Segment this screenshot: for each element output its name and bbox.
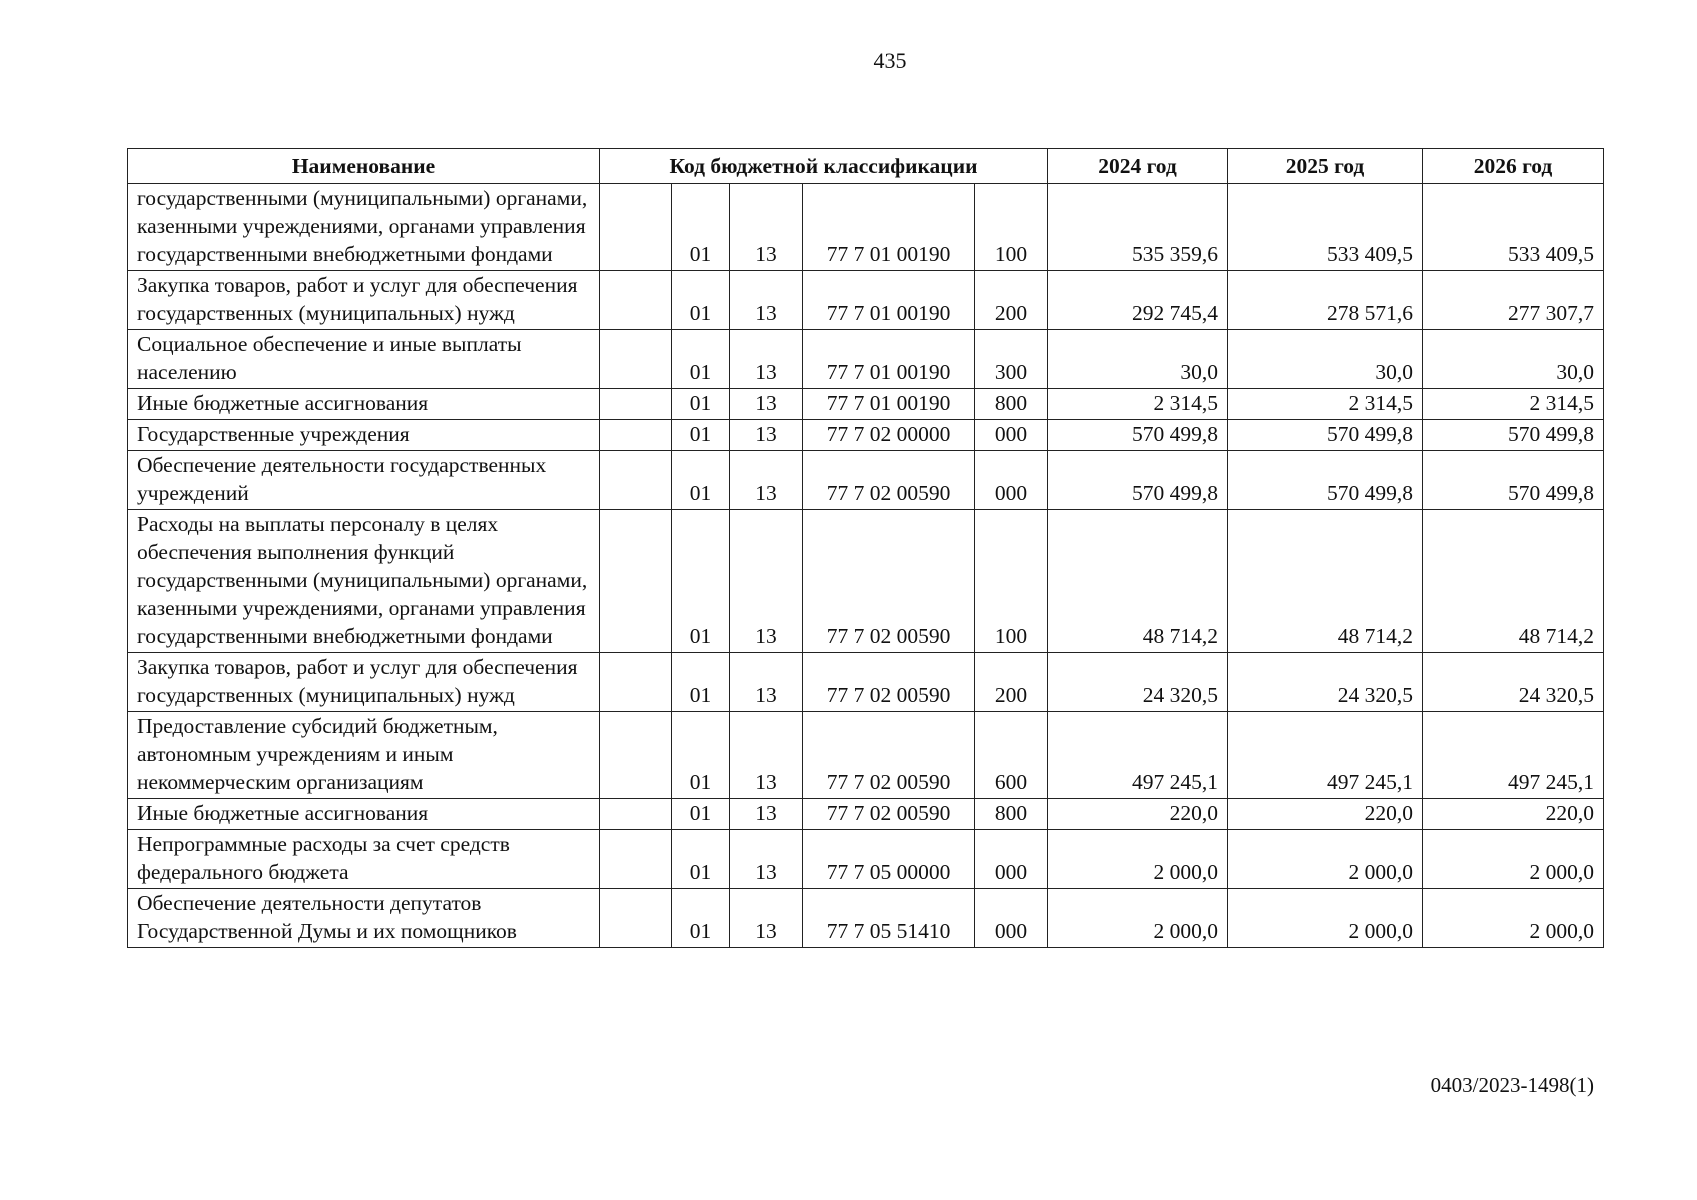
row-section-code: 01 — [672, 330, 730, 389]
row-target-article-code: 77 7 02 00590 — [803, 653, 975, 712]
row-name: Закупка товаров, работ и услуг для обеспечения государственных (муниципальных) нужд — [128, 653, 600, 712]
row-value-2026: 570 499,8 — [1423, 451, 1604, 510]
row-expense-type-code: 000 — [975, 420, 1048, 451]
table-row — [128, 271, 1604, 330]
row-expense-type-code: 000 — [975, 451, 1048, 510]
row-value-2025: 30,0 — [1228, 330, 1423, 389]
row-value-2026: 570 499,8 — [1423, 420, 1604, 451]
row-value-2024: 2 000,0 — [1048, 830, 1228, 889]
row-value-2025: 220,0 — [1228, 799, 1423, 830]
row-value-2026: 2 000,0 — [1423, 830, 1604, 889]
row-subsection-code: 13 — [730, 184, 803, 271]
row-value-2024: 220,0 — [1048, 799, 1228, 830]
row-target-article-code: 77 7 01 00190 — [803, 271, 975, 330]
row-value-2024: 30,0 — [1048, 330, 1228, 389]
row-value-2024: 292 745,4 — [1048, 271, 1228, 330]
row-name: Непрограммные расходы за счет средств федерального бюджета — [128, 830, 600, 889]
row-subsection-code: 13 — [730, 712, 803, 799]
row-spacer — [600, 389, 672, 420]
document-code: 0403/2023-1498(1) — [1430, 1073, 1594, 1097]
table-header-row — [128, 149, 1604, 184]
row-target-article-code: 77 7 01 00190 — [803, 184, 975, 271]
row-target-article-code: 77 7 02 00590 — [803, 510, 975, 653]
row-section-code: 01 — [672, 830, 730, 889]
row-name: Государственные учреждения — [128, 420, 600, 451]
row-subsection-code: 13 — [730, 271, 803, 330]
row-section-code: 01 — [672, 451, 730, 510]
row-section-code: 01 — [672, 389, 730, 420]
row-value-2024: 570 499,8 — [1048, 420, 1228, 451]
table-row — [128, 451, 1604, 510]
row-spacer — [600, 184, 672, 271]
row-expense-type-code: 100 — [975, 510, 1048, 653]
row-name: Обеспечение деятельности депутатов Государственной Думы и их помощников — [128, 889, 600, 948]
row-target-article-code: 77 7 05 51410 — [803, 889, 975, 948]
row-value-2024: 2 314,5 — [1048, 389, 1228, 420]
row-expense-type-code: 600 — [975, 712, 1048, 799]
row-target-article-code: 77 7 02 00590 — [803, 712, 975, 799]
row-name: государственными (муниципальными) органами, казенными учреждениями, органами управления государственными внебюджетными фондами — [128, 184, 600, 271]
row-value-2025: 278 571,6 — [1228, 271, 1423, 330]
table-row — [128, 830, 1604, 889]
row-target-article-code: 77 7 05 00000 — [803, 830, 975, 889]
row-spacer — [600, 271, 672, 330]
row-subsection-code: 13 — [730, 330, 803, 389]
row-value-2025: 570 499,8 — [1228, 451, 1423, 510]
table-row — [128, 389, 1604, 420]
row-value-2025: 2 000,0 — [1228, 889, 1423, 948]
row-subsection-code: 13 — [730, 510, 803, 653]
row-expense-type-code: 800 — [975, 389, 1048, 420]
header-code: Код бюджетной классификации — [600, 149, 1048, 184]
row-spacer — [600, 799, 672, 830]
row-section-code: 01 — [672, 510, 730, 653]
row-name: Обеспечение деятельности государственных учреждений — [128, 451, 600, 510]
row-section-code: 01 — [672, 271, 730, 330]
row-value-2025: 497 245,1 — [1228, 712, 1423, 799]
row-subsection-code: 13 — [730, 653, 803, 712]
row-target-article-code: 77 7 01 00190 — [803, 330, 975, 389]
row-value-2024: 2 000,0 — [1048, 889, 1228, 948]
row-value-2024: 535 359,6 — [1048, 184, 1228, 271]
row-value-2025: 570 499,8 — [1228, 420, 1423, 451]
row-value-2026: 24 320,5 — [1423, 653, 1604, 712]
row-value-2026: 2 314,5 — [1423, 389, 1604, 420]
row-spacer — [600, 712, 672, 799]
row-expense-type-code: 000 — [975, 830, 1048, 889]
row-spacer — [600, 420, 672, 451]
row-subsection-code: 13 — [730, 420, 803, 451]
row-value-2026: 220,0 — [1423, 799, 1604, 830]
row-subsection-code: 13 — [730, 799, 803, 830]
row-expense-type-code: 100 — [975, 184, 1048, 271]
row-section-code: 01 — [672, 799, 730, 830]
header-2024: 2024 год — [1048, 149, 1228, 184]
page-number: 435 — [873, 48, 907, 73]
row-value-2025: 48 714,2 — [1228, 510, 1423, 653]
row-subsection-code: 13 — [730, 889, 803, 948]
header-name: Наименование — [128, 149, 600, 184]
row-value-2025: 533 409,5 — [1228, 184, 1423, 271]
row-spacer — [600, 653, 672, 712]
row-subsection-code: 13 — [730, 830, 803, 889]
row-expense-type-code: 300 — [975, 330, 1048, 389]
row-spacer — [600, 451, 672, 510]
row-section-code: 01 — [672, 420, 730, 451]
row-value-2025: 24 320,5 — [1228, 653, 1423, 712]
row-value-2026: 30,0 — [1423, 330, 1604, 389]
row-target-article-code: 77 7 02 00590 — [803, 799, 975, 830]
row-value-2024: 48 714,2 — [1048, 510, 1228, 653]
header-2026: 2026 год — [1423, 149, 1604, 184]
row-value-2024: 24 320,5 — [1048, 653, 1228, 712]
row-name: Иные бюджетные ассигнования — [128, 389, 600, 420]
row-name: Расходы на выплаты персоналу в целях обеспечения выполнения функций государственными (муниципальными) органами, казенными учреждениями, органами управления государственными внебюджетными фондами — [128, 510, 600, 653]
table-row — [128, 712, 1604, 799]
row-section-code: 01 — [672, 889, 730, 948]
row-spacer — [600, 889, 672, 948]
table-body — [128, 184, 1604, 948]
row-subsection-code: 13 — [730, 451, 803, 510]
table-row — [128, 653, 1604, 712]
row-value-2024: 570 499,8 — [1048, 451, 1228, 510]
row-spacer — [600, 510, 672, 653]
row-section-code: 01 — [672, 712, 730, 799]
table-row — [128, 510, 1604, 653]
table-row — [128, 799, 1604, 830]
row-value-2026: 533 409,5 — [1423, 184, 1604, 271]
row-target-article-code: 77 7 01 00190 — [803, 389, 975, 420]
table-row — [128, 889, 1604, 948]
row-expense-type-code: 000 — [975, 889, 1048, 948]
table-row — [128, 184, 1604, 271]
row-value-2026: 48 714,2 — [1423, 510, 1604, 653]
row-value-2025: 2 000,0 — [1228, 830, 1423, 889]
row-subsection-code: 13 — [730, 389, 803, 420]
row-target-article-code: 77 7 02 00590 — [803, 451, 975, 510]
table-row — [128, 330, 1604, 389]
table-row — [128, 420, 1604, 451]
row-name: Социальное обеспечение и иные выплаты населению — [128, 330, 600, 389]
row-target-article-code: 77 7 02 00000 — [803, 420, 975, 451]
row-value-2026: 277 307,7 — [1423, 271, 1604, 330]
row-expense-type-code: 200 — [975, 271, 1048, 330]
row-expense-type-code: 800 — [975, 799, 1048, 830]
row-spacer — [600, 330, 672, 389]
row-name: Иные бюджетные ассигнования — [128, 799, 600, 830]
row-spacer — [600, 830, 672, 889]
row-value-2024: 497 245,1 — [1048, 712, 1228, 799]
header-2025: 2025 год — [1228, 149, 1423, 184]
budget-table — [127, 148, 1604, 948]
row-expense-type-code: 200 — [975, 653, 1048, 712]
row-value-2026: 497 245,1 — [1423, 712, 1604, 799]
row-value-2025: 2 314,5 — [1228, 389, 1423, 420]
row-value-2026: 2 000,0 — [1423, 889, 1604, 948]
row-section-code: 01 — [672, 653, 730, 712]
row-name: Предоставление субсидий бюджетным, автономным учреждениям и иным некоммерческим организациям — [128, 712, 600, 799]
row-name: Закупка товаров, работ и услуг для обеспечения государственных (муниципальных) нужд — [128, 271, 600, 330]
row-section-code: 01 — [672, 184, 730, 271]
